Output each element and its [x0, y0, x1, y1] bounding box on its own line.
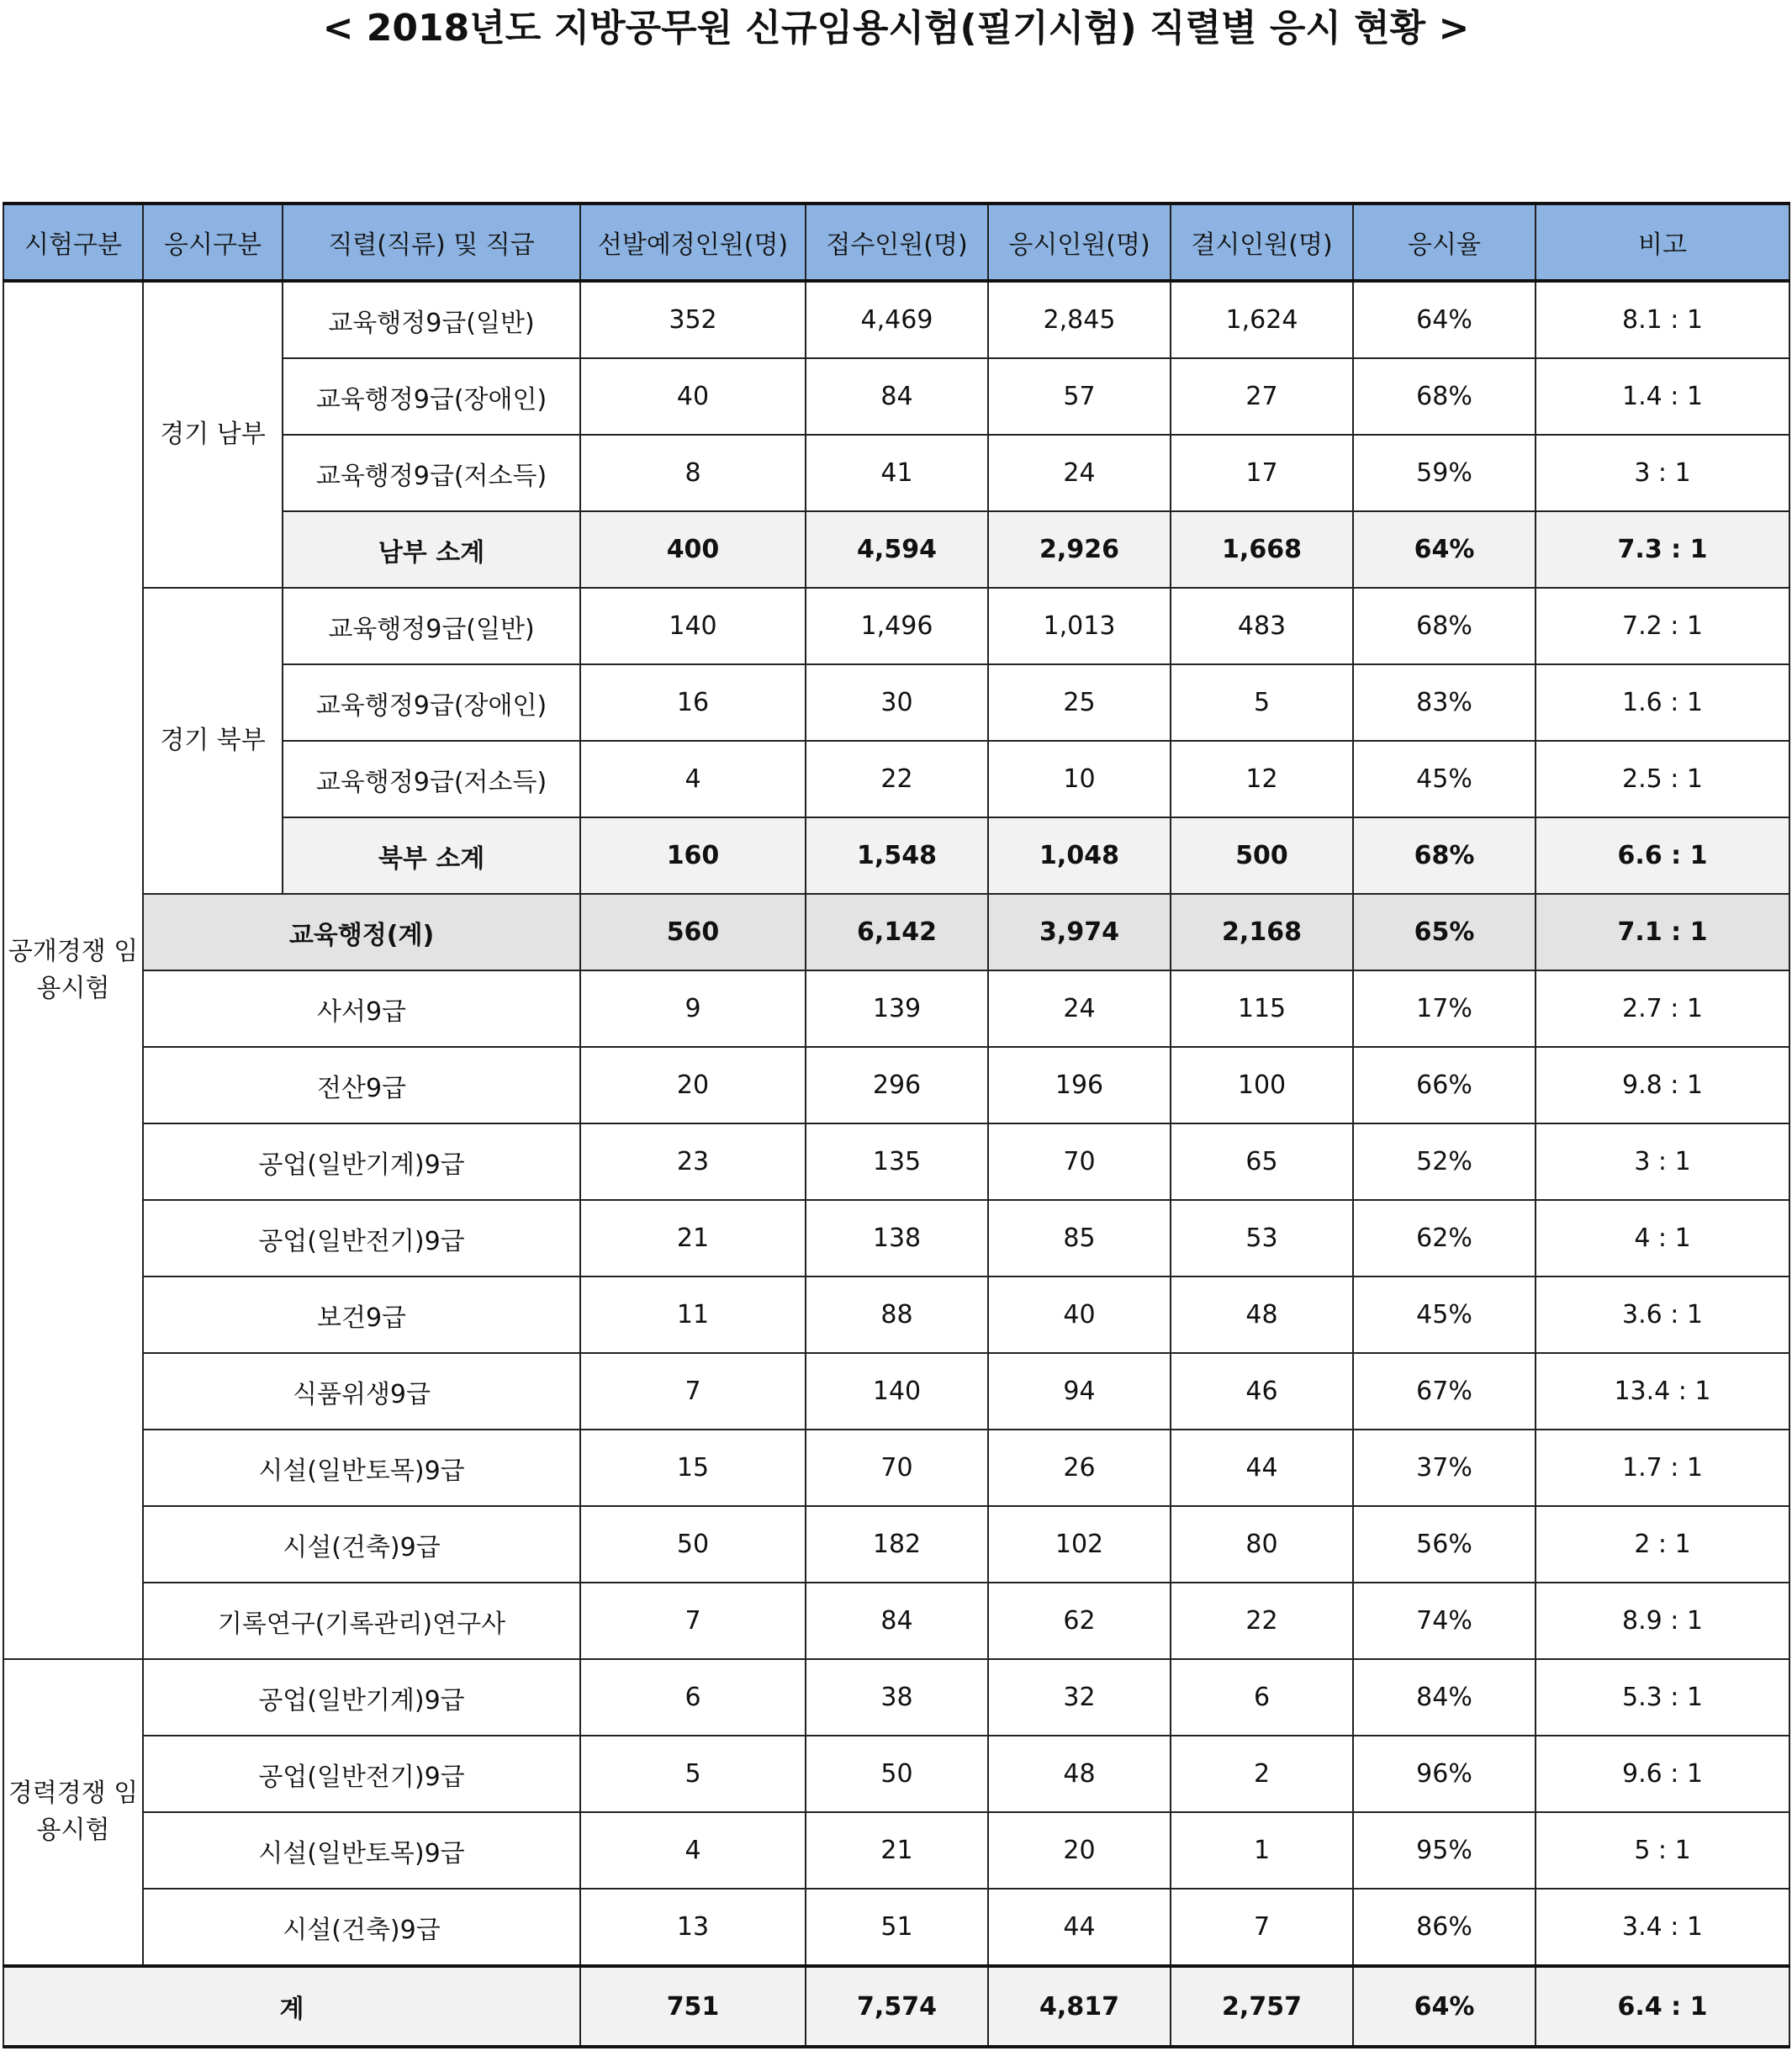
applied-count: 4,469 [806, 281, 988, 358]
attendance-rate: 17% [1353, 970, 1536, 1047]
header-row [3, 204, 1789, 281]
attended-count: 48 [988, 1736, 1171, 1812]
attendance-rate: 86% [1353, 1889, 1536, 1966]
competition-ratio: 5.3 : 1 [1536, 1659, 1789, 1736]
competition-ratio: 6.6 : 1 [1536, 817, 1789, 894]
absent-count: 17 [1171, 435, 1353, 511]
attendance-rate: 95% [1353, 1812, 1536, 1889]
position-name: 시설(건축)9급 [143, 1506, 580, 1583]
competition-ratio: 1.4 : 1 [1536, 358, 1789, 435]
applied-count: 84 [806, 358, 988, 435]
col-header-absent: 결시인원(명) [1171, 204, 1353, 281]
table-row [3, 1430, 1789, 1506]
table-row [3, 588, 1789, 664]
attended-count: 70 [988, 1123, 1171, 1200]
selected-count: 560 [580, 894, 806, 970]
selected-count: 9 [580, 970, 806, 1047]
attendance-rate: 84% [1353, 1659, 1536, 1736]
absent-count: 115 [1171, 970, 1353, 1047]
selected-count: 23 [580, 1123, 806, 1200]
absent-count: 2,168 [1171, 894, 1353, 970]
competition-ratio: 8.9 : 1 [1536, 1583, 1789, 1659]
attendance-rate: 68% [1353, 588, 1536, 664]
applied-count: 88 [806, 1276, 988, 1353]
region-gyeonggi-north: 경기 북부 [143, 588, 283, 894]
attended-count: 3,974 [988, 894, 1171, 970]
applied-count: 51 [806, 1889, 988, 1966]
col-header-region: 응시구분 [143, 204, 283, 281]
education-admin-total-row [3, 894, 1789, 970]
position-name: 교육행정9급(저소득) [283, 435, 580, 511]
competition-ratio: 2.7 : 1 [1536, 970, 1789, 1047]
attended-count: 10 [988, 741, 1171, 817]
selected-count: 751 [580, 1966, 806, 2047]
selected-count: 11 [580, 1276, 806, 1353]
competition-ratio: 3 : 1 [1536, 1123, 1789, 1200]
competition-ratio: 1.6 : 1 [1536, 664, 1789, 741]
position-name: 공업(일반전기)9급 [143, 1200, 580, 1276]
competition-ratio: 2.5 : 1 [1536, 741, 1789, 817]
position-name: 시설(일반토목)9급 [143, 1812, 580, 1889]
selected-count: 400 [580, 511, 806, 588]
selected-count: 4 [580, 1812, 806, 1889]
table-row [3, 1353, 1789, 1430]
absent-count: 1,624 [1171, 281, 1353, 358]
attended-count: 32 [988, 1659, 1171, 1736]
col-header-applied: 접수인원(명) [806, 204, 988, 281]
absent-count: 6 [1171, 1659, 1353, 1736]
table-row [3, 1812, 1789, 1889]
attendance-rate: 96% [1353, 1736, 1536, 1812]
attendance-rate: 74% [1353, 1583, 1536, 1659]
position-name: 교육행정9급(저소득) [283, 741, 580, 817]
competition-ratio: 3.6 : 1 [1536, 1276, 1789, 1353]
applied-count: 38 [806, 1659, 988, 1736]
position-name: 식품위생9급 [143, 1353, 580, 1430]
attended-count: 26 [988, 1430, 1171, 1506]
competition-ratio: 9.6 : 1 [1536, 1736, 1789, 1812]
selected-count: 352 [580, 281, 806, 358]
attended-count: 196 [988, 1047, 1171, 1123]
table-row [3, 1889, 1789, 1966]
attendance-rate: 56% [1353, 1506, 1536, 1583]
position-name: 보건9급 [143, 1276, 580, 1353]
competition-ratio: 2 : 1 [1536, 1506, 1789, 1583]
selected-count: 13 [580, 1889, 806, 1966]
position-name: 교육행정(계) [143, 894, 580, 970]
absent-count: 53 [1171, 1200, 1353, 1276]
attended-count: 57 [988, 358, 1171, 435]
position-name: 교육행정9급(일반) [283, 281, 580, 358]
absent-count: 44 [1171, 1430, 1353, 1506]
attendance-rate: 45% [1353, 741, 1536, 817]
absent-count: 5 [1171, 664, 1353, 741]
col-header-note: 비고 [1536, 204, 1789, 281]
region-gyeonggi-south: 경기 남부 [143, 281, 283, 588]
attended-count: 1,048 [988, 817, 1171, 894]
attended-count: 40 [988, 1276, 1171, 1353]
attended-count: 2,845 [988, 281, 1171, 358]
position-name: 교육행정9급(장애인) [283, 358, 580, 435]
applied-count: 139 [806, 970, 988, 1047]
competition-ratio: 1.7 : 1 [1536, 1430, 1789, 1506]
competition-ratio: 7.1 : 1 [1536, 894, 1789, 970]
absent-count: 1 [1171, 1812, 1353, 1889]
table-row [3, 1200, 1789, 1276]
attendance-rate: 66% [1353, 1047, 1536, 1123]
selected-count: 7 [580, 1583, 806, 1659]
col-header-exam-type: 시험구분 [3, 204, 143, 281]
selected-count: 21 [580, 1200, 806, 1276]
competition-ratio: 8.1 : 1 [1536, 281, 1789, 358]
selected-count: 20 [580, 1047, 806, 1123]
absent-count: 46 [1171, 1353, 1353, 1430]
absent-count: 100 [1171, 1047, 1353, 1123]
table-row [3, 1276, 1789, 1353]
attendance-rate: 52% [1353, 1123, 1536, 1200]
competition-ratio: 5 : 1 [1536, 1812, 1789, 1889]
applied-count: 140 [806, 1353, 988, 1430]
selected-count: 15 [580, 1430, 806, 1506]
applied-count: 30 [806, 664, 988, 741]
absent-count: 12 [1171, 741, 1353, 817]
total-label: 계 [3, 1966, 580, 2047]
applied-count: 7,574 [806, 1966, 988, 2047]
absent-count: 22 [1171, 1583, 1353, 1659]
position-name: 남부 소계 [283, 511, 580, 588]
selected-count: 6 [580, 1659, 806, 1736]
table-row [3, 1583, 1789, 1659]
applied-count: 1,496 [806, 588, 988, 664]
applied-count: 1,548 [806, 817, 988, 894]
attended-count: 20 [988, 1812, 1171, 1889]
absent-count: 27 [1171, 358, 1353, 435]
attendance-rate: 83% [1353, 664, 1536, 741]
attended-count: 4,817 [988, 1966, 1171, 2047]
applied-count: 70 [806, 1430, 988, 1506]
position-name: 공업(일반전기)9급 [143, 1736, 580, 1812]
position-name: 공업(일반기계)9급 [143, 1123, 580, 1200]
applied-count: 6,142 [806, 894, 988, 970]
table-row [3, 1659, 1789, 1736]
competition-ratio: 9.8 : 1 [1536, 1047, 1789, 1123]
attended-count: 94 [988, 1353, 1171, 1430]
selected-count: 160 [580, 817, 806, 894]
attendance-rate: 65% [1353, 894, 1536, 970]
selected-count: 140 [580, 588, 806, 664]
applied-count: 50 [806, 1736, 988, 1812]
attendance-rate: 64% [1353, 281, 1536, 358]
exam-status-table [3, 202, 1790, 2048]
competition-ratio: 7.3 : 1 [1536, 511, 1789, 588]
applied-count: 296 [806, 1047, 988, 1123]
selected-count: 40 [580, 358, 806, 435]
applied-count: 41 [806, 435, 988, 511]
attended-count: 44 [988, 1889, 1171, 1966]
attendance-rate: 59% [1353, 435, 1536, 511]
col-header-position: 직렬(직류) 및 직급 [283, 204, 580, 281]
col-header-attended: 응시인원(명) [988, 204, 1171, 281]
attendance-rate: 68% [1353, 817, 1536, 894]
absent-count: 80 [1171, 1506, 1353, 1583]
position-name: 북부 소계 [283, 817, 580, 894]
attendance-rate: 64% [1353, 511, 1536, 588]
applied-count: 84 [806, 1583, 988, 1659]
absent-count: 1,668 [1171, 511, 1353, 588]
position-name: 전산9급 [143, 1047, 580, 1123]
attended-count: 25 [988, 664, 1171, 741]
applied-count: 138 [806, 1200, 988, 1276]
selected-count: 50 [580, 1506, 806, 1583]
absent-count: 2 [1171, 1736, 1353, 1812]
position-name: 기록연구(기록관리)연구사 [143, 1583, 580, 1659]
page-title: < 2018년도 지방공무원 신규임용시험(필기시험) 직렬별 응시 현황 > [322, 7, 1470, 50]
competition-ratio: 7.2 : 1 [1536, 588, 1789, 664]
group-open-competition: 공개경쟁 임용시험 [3, 281, 143, 1659]
table-row [3, 281, 1789, 358]
group-career-competition: 경력경쟁 임용시험 [3, 1659, 143, 1966]
position-name: 사서9급 [143, 970, 580, 1047]
competition-ratio: 3 : 1 [1536, 435, 1789, 511]
absent-count: 48 [1171, 1276, 1353, 1353]
attended-count: 24 [988, 435, 1171, 511]
attended-count: 2,926 [988, 511, 1171, 588]
selected-count: 16 [580, 664, 806, 741]
applied-count: 182 [806, 1506, 988, 1583]
selected-count: 8 [580, 435, 806, 511]
selected-count: 5 [580, 1736, 806, 1812]
attendance-rate: 62% [1353, 1200, 1536, 1276]
grand-total-row [3, 1966, 1789, 2047]
attendance-rate: 64% [1353, 1966, 1536, 2047]
attendance-rate: 68% [1353, 358, 1536, 435]
table-row [3, 1736, 1789, 1812]
absent-count: 483 [1171, 588, 1353, 664]
attendance-rate: 67% [1353, 1353, 1536, 1430]
selected-count: 7 [580, 1353, 806, 1430]
position-name: 공업(일반기계)9급 [143, 1659, 580, 1736]
absent-count: 7 [1171, 1889, 1353, 1966]
absent-count: 500 [1171, 817, 1353, 894]
applied-count: 21 [806, 1812, 988, 1889]
applied-count: 22 [806, 741, 988, 817]
position-name: 교육행정9급(일반) [283, 588, 580, 664]
competition-ratio: 3.4 : 1 [1536, 1889, 1789, 1966]
competition-ratio: 4 : 1 [1536, 1200, 1789, 1276]
applied-count: 4,594 [806, 511, 988, 588]
table-row [3, 1506, 1789, 1583]
absent-count: 65 [1171, 1123, 1353, 1200]
absent-count: 2,757 [1171, 1966, 1353, 2047]
attendance-rate: 37% [1353, 1430, 1536, 1506]
position-name: 시설(일반토목)9급 [143, 1430, 580, 1506]
attended-count: 1,013 [988, 588, 1171, 664]
selected-count: 4 [580, 741, 806, 817]
attended-count: 102 [988, 1506, 1171, 1583]
table-row [3, 970, 1789, 1047]
table-row [3, 1123, 1789, 1200]
col-header-rate: 응시율 [1353, 204, 1536, 281]
position-name: 시설(건축)9급 [143, 1889, 580, 1966]
attended-count: 85 [988, 1200, 1171, 1276]
attended-count: 62 [988, 1583, 1171, 1659]
applied-count: 135 [806, 1123, 988, 1200]
competition-ratio: 13.4 : 1 [1536, 1353, 1789, 1430]
attendance-rate: 45% [1353, 1276, 1536, 1353]
col-header-selected: 선발예정인원(명) [580, 204, 806, 281]
attended-count: 24 [988, 970, 1171, 1047]
table-row [3, 1047, 1789, 1123]
position-name: 교육행정9급(장애인) [283, 664, 580, 741]
competition-ratio: 6.4 : 1 [1536, 1966, 1789, 2047]
